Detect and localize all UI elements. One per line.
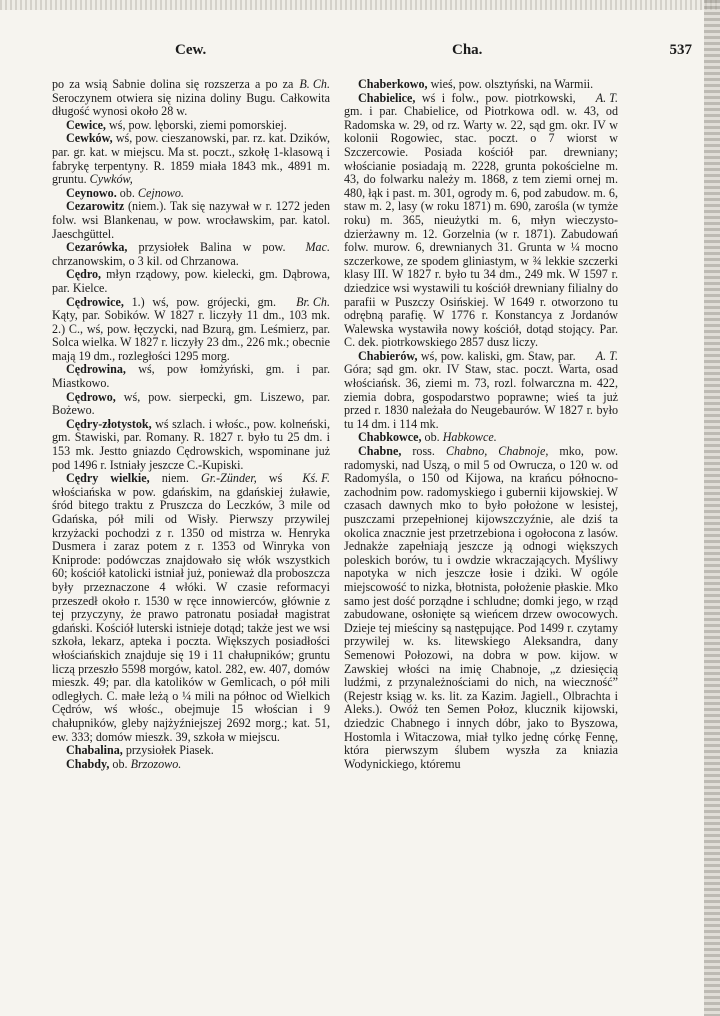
entry-headword: Chabielice, xyxy=(358,90,416,105)
dictionary-entry xyxy=(52,187,330,201)
entry-headword: Cewków, xyxy=(66,131,113,146)
entry-cross-reference: Habkowce. xyxy=(442,430,497,445)
dictionary-entry xyxy=(344,445,618,771)
running-head-left: Cew. xyxy=(175,42,207,58)
entry-variant-name: Chabno, Chabnoje, xyxy=(445,444,549,459)
dictionary-entry xyxy=(52,472,330,744)
dictionary-entry xyxy=(52,268,330,295)
entry-headword: Cędro, xyxy=(66,267,102,282)
dictionary-entry xyxy=(52,744,330,758)
dictionary-entry xyxy=(52,363,330,390)
entry-variant-name: Gr.-Zünder, xyxy=(201,471,257,486)
entry-text: niem. xyxy=(161,471,189,486)
entry-text: ob. xyxy=(424,430,440,445)
entry-headword: Cezarówka, xyxy=(66,240,128,255)
dictionary-entry xyxy=(52,296,330,364)
entry-cross-reference: Brzozowo. xyxy=(130,756,182,771)
entry-headword: Cewice, xyxy=(66,117,106,132)
entry-text: wieś, pow. olsztyński, na Warmii. xyxy=(430,77,594,91)
dictionary-entry xyxy=(344,350,618,432)
entry-author-signature: B. Ch. xyxy=(299,77,330,91)
dictionary-entry xyxy=(344,431,618,445)
scan-edge-right xyxy=(704,0,720,1016)
entry-author-signature: Kś. F. xyxy=(302,471,330,486)
entry-text: wś, pow. sierpecki, gm. Liszewo, par. Bożewo. xyxy=(52,389,330,418)
entry-headword: Cędrowina, xyxy=(66,362,126,377)
entry-text: wś, pow łomżyński, gm. i par. Miastkowo. xyxy=(52,362,330,391)
entry-text-continued: wś włościańska w pow. gdańskim, na gdańskiej żuławie, śród bitego traktu z Pruszcza do Leczków, 3 mile od Gdańska, pół mili od Wisły. Pierwszy przywilej krzyżacki pochodzi z r. 1350 od mistrza w. Henryka Dusmera i zaraz potem z r. 1353 od Winryka von Kniprode: podówczas znajdowało się włók wszystkich 60; kościół katolicki istniał już, ponieważ dla proboszcza były przeznaczone 4 włóki. W czasie reformacyi przeszedł około r. 1530 w ręce innowierców, głównie z tej przyczyny, że prawo patronatu posiadał magistrat gdański. Kościół luterski istnieje dotąd; także jest we wsi szkoła, lekarz, apteka i poczta. Większych posiadłości włościańskich znajduje się 19 i 11 chałupników; gruntu liczą przeszło 5598 morgów, katol. 282, ew. 407, domów mieszk. 49; par. dla katolików w Gemlicach, o pół mili odległych. C. małe leżą o ¼ mili na północ od Wielkich Cędrów, wś włośc., obejmuje 15 włościan i 9 chałupników, gleby najżyźniejszej 2692 morg.; kat. 51, ew. 333; domów mieszk. 39, szkoła w miejscu. xyxy=(52,471,330,744)
dictionary-entry xyxy=(52,119,330,133)
entry-text: ob. xyxy=(119,185,135,200)
entry-text: ob. xyxy=(112,756,128,771)
entry-variant-name: Cywków, xyxy=(89,172,133,187)
entry-text: przysiołek Balina w pow. chrzanowskim, o 3 kil. od Chrzanowa. xyxy=(52,240,286,268)
entry-text: po za wsią Sabnie dolina się rozszerza a po za Seroczynem otwiera się nizina doliny Bugu. Całkowita długość wynosi około 28 w. xyxy=(52,77,330,119)
entry-author-signature: Mac. xyxy=(305,240,330,255)
entry-text: wś i folw., pow. piotrkowski, gm. i par. Chabielice, od Piotrkowa odl. w. 43, od Radomska w. 29, od rz. Warty w. 22, sąd gm. okr. IV w kolonii Rogowiec, stac. poczt. o 7 wiorst w Szczercowie. Posiada kościół par. drewniany; włościanie posiadają m. 2228, grunta pokościelne m. 43, do folwarku należy m. 1868, z tem ziemi ornej m. 480, łąk i past. m. 301, ogrody m. 6, pod zabudow. m. 6, staw m. 2, lasy (w roku 1871) m. 690, zarośla (w tymże roku) m. 365, nieużytki m. 6, młyn wieczysto-dzierżawny m. 12. Gorzelnia (w r. 1871). Zabudowań folw. murow. 6, drewnianych 31. Grunta w ¼ mocno szczerkowe, ze spodem gliniastym, w ¾ lekkie szczerki klasy III. W 1827 r. było tu 34 dm., 249 mk. W 1597 r. dziedzice wsi wystawili tu kościół drewniany filialny do parafii w Puszczy Osińskiej. W 1649 r. otworzono tu odrębną parafię. W 1776 r. Konstancya z Jordanów Walewska wystawiła nowy kościół, dotąd stojący. Par. C. dek. piotrkowskiego 2857 dusz liczy. xyxy=(344,90,618,350)
dictionary-entry xyxy=(52,78,330,119)
entry-text: wś szlach. i włośc., pow. kolneński, gm. Stawiski, par. Romany. R. 1827 r. było tu 25 dm. i 153 mk. Jestto gniazdo Cędrowskich, wspominane już pod 1496 r. Istniały jeszcze C.-Kupiski. xyxy=(52,416,330,472)
entry-headword: Cezarowitz xyxy=(66,199,125,214)
entry-headword: Chabne, xyxy=(358,444,402,459)
entry-text: wś, pow. kaliski, gm. Staw, par. Góra; sąd gm. okr. IV Staw, stac. poczt. Warta, osad włościańsk. 36, ziemi m. 73, rozl. folwarczna m. 422, ziemia dobra, gospodarstwo poprawne; wieś ta już przed r. 1830 należała do Neugebaurów. W 1827 r. było tu 14 dm. i 114 mk. xyxy=(344,348,618,431)
entry-author-signature: Br. Ch. xyxy=(296,294,330,309)
entry-text: wś, pow. lęborski, ziemi pomorskiej. xyxy=(109,117,287,132)
dictionary-entry xyxy=(52,241,330,268)
entry-text-continued: mko, pow. radomyski, nad Uszą, o mil 5 od Owrucza, o 120 w. od Radomyśla, o 150 od Kijowa, na krańcu północno-zachodnim pow. radomyskiego i gubernii kijowskiej. W czasach dawnych mko to było położone w lesistej, puszczami przepełnionej kijowszczyźnie, ale dziś ta okolica znacznie jest przetrzebiona i ogołocona z lasów. Jednakże zapełniają jeszcze ją odnogi większych poleskich borów, tu i owdzie wkraczających. Myśliwy napotyka w nich jeszcze łosie i dziki. W ogóle miejscowość to nizka, błotnista, położenie płaskie. Mko samo jest dość porządne i schludne; domki jego, w rząd zabudowane, osłonięte są wieńcem drzew owocowych. Dzieje tej mieściny są następujące. Pod 1499 r. czytamy przywilej w. ks. litewskiego Aleksandra, dany Semenowi Połozowi, na dobra w pow. kijow. w Zawskiej włości na imię Chabnoje, „z dziesięcią ludźmi, z przynależnościami do nich, na wieczność” (Rejestr ksiąg w. ks. lit. za Kazim. Jagiell., Olbrachta i Aleks.). Owóż ten Semen Połoz, klucznik kijowski, dziedzic Chabnego i innych dóbr, jako to Byszowa, Hostomla i Witaczowa, miał tylko jednę córkę Fennę, która pierwszym ślubem wyszła za kniazia Wodynickiego, któremu xyxy=(344,444,618,771)
entry-text: 1.) wś, pow. grójecki, gm. Kąty, par. Sobików. W 1827 r. liczyły 11 dm., 103 mk. 2.) C., wś, pow. łęczycki, nad Bzurą, gm. Leśmierz, par. Solca wielka. W 1827 r. liczyły 23 dm., 226 mk.; obecnie mają 19 dm., rozległości 1295 morg. xyxy=(52,294,330,363)
entry-author-signature: A. T. xyxy=(595,90,618,105)
dictionary-entry xyxy=(344,92,618,350)
left-column xyxy=(52,78,330,771)
entry-author-signature: A. T. xyxy=(595,348,618,363)
dictionary-entry xyxy=(52,418,330,472)
running-head-center: Cha. xyxy=(452,42,483,58)
dictionary-entry xyxy=(344,78,618,92)
entry-headword: Chabdy, xyxy=(66,756,110,771)
running-head xyxy=(50,42,700,68)
entry-headword: Cędrowo, xyxy=(66,389,116,404)
dictionary-entry xyxy=(52,391,330,418)
dictionary-entry xyxy=(52,758,330,772)
entry-text: ross. xyxy=(412,444,435,459)
dictionary-entry xyxy=(52,132,330,186)
entry-headword: Chabkowce, xyxy=(358,430,422,445)
page-number: 537 xyxy=(669,42,692,58)
entry-headword: Chaberkowo, xyxy=(358,77,428,91)
entry-headword: Ceynowo. xyxy=(66,185,117,200)
entry-cross-reference: Cejnowo. xyxy=(137,185,184,200)
entry-headword: Chabalina, xyxy=(66,743,123,758)
scan-edge-top xyxy=(0,0,720,10)
dictionary-entry xyxy=(52,200,330,241)
entry-text: młyn rządowy, pow. kielecki, gm. Dąbrowa, par. Kielce. xyxy=(52,267,330,295)
entry-headword: Cędry wielkie, xyxy=(66,471,150,486)
right-column xyxy=(344,78,618,771)
entry-headword: Cędrowice, xyxy=(66,294,124,309)
entry-text: wś, pow. cieszanowski, par. rz. kat. Dzików, par. gr. kat. w miejscu. Ma st. poczt., szkołę 1-klasową i fabrykę terpentyny. R. 1859 miała 1843 mk., 4891 m. gruntu. xyxy=(52,131,330,187)
entry-headword: Chabierów, xyxy=(358,348,418,363)
entry-text: przysiołek Piasek. xyxy=(125,743,214,758)
entry-text: (niem.). Tak się nazywał w r. 1272 jeden folw. wsi Blankenau, w pow. wrocławskim, par. katol. Jaeschgüttel. xyxy=(52,199,331,241)
entry-headword: Cędry-złotystok, xyxy=(66,416,152,431)
